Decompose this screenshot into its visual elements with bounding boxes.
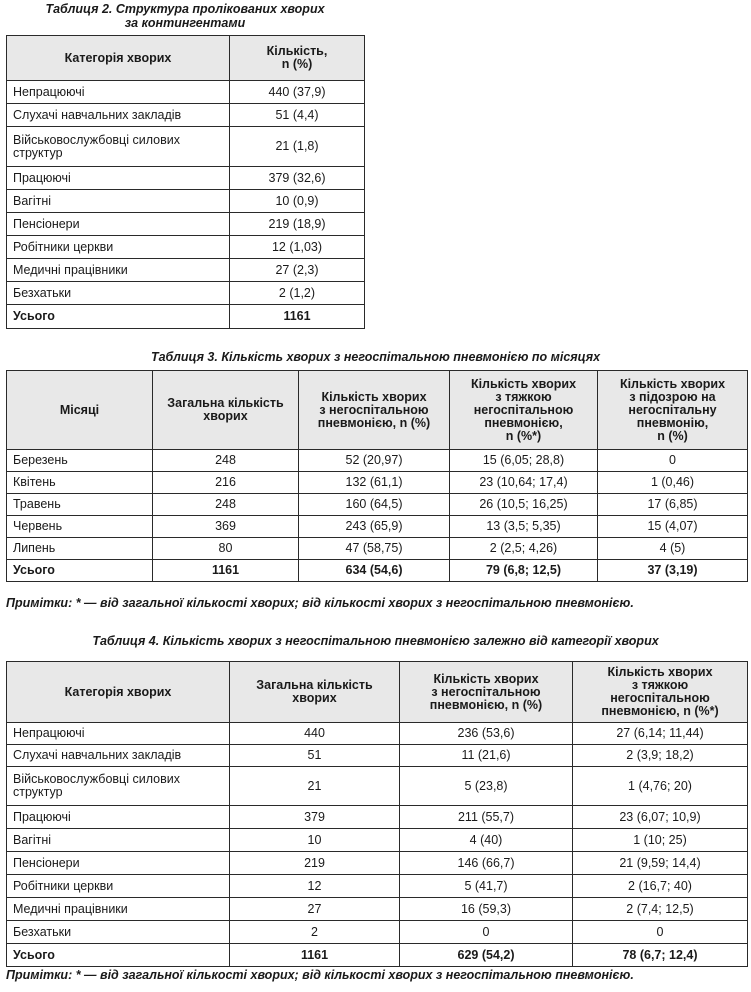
table4-header-cell: Категорія хворих (7, 662, 230, 723)
table2 (6, 35, 365, 329)
row-value: 26 (10,5; 16,25) (450, 494, 598, 516)
row-label: Липень (7, 538, 153, 560)
row-label: Робітники церкви (7, 236, 230, 259)
table-row (7, 723, 748, 745)
table-row (7, 259, 365, 282)
row-label: Військовослужбовці силових структур (7, 767, 230, 806)
row-value: 21 (9,59; 14,4) (573, 852, 748, 875)
row-label: Робітники церкви (7, 875, 230, 898)
total-value: 634 (54,6) (299, 560, 450, 582)
table-row (7, 852, 748, 875)
row-value: 160 (64,5) (299, 494, 450, 516)
row-value: 15 (4,07) (598, 516, 748, 538)
total-row (7, 305, 365, 329)
row-value: 51 (4,4) (230, 104, 365, 127)
row-value: 13 (3,5; 5,35) (450, 516, 598, 538)
row-value: 27 (6,14; 11,44) (573, 723, 748, 745)
row-value: 211 (55,7) (400, 806, 573, 829)
table2-header-row (7, 36, 365, 81)
row-value: 16 (59,3) (400, 898, 573, 921)
total-value: 37 (3,19) (598, 560, 748, 582)
total-value: 629 (54,2) (400, 944, 573, 967)
row-value: 369 (153, 516, 299, 538)
row-label: Медичні працівники (7, 898, 230, 921)
table3-caption: Таблиця 3. Кількість хворих з негоспітальною пневмонією по місяцях (150, 350, 601, 364)
table2-caption-line1: Таблиця 2. Структура пролікованих хворих (45, 2, 325, 16)
table-row (7, 516, 748, 538)
table-row (7, 236, 365, 259)
table2-body (7, 81, 365, 329)
table2-caption-line2: за контингентами (124, 16, 246, 30)
table3-header-cell: Кількість хворих з тяжкою негоспітальною пневмонією, n (%*) (450, 371, 598, 450)
total-label: Усього (7, 305, 230, 329)
row-value: 0 (573, 921, 748, 944)
total-label: Усього (7, 560, 153, 582)
row-value: 248 (153, 494, 299, 516)
row-value: 379 (32,6) (230, 167, 365, 190)
row-value: 4 (40) (400, 829, 573, 852)
row-label: Березень (7, 450, 153, 472)
row-value: 23 (10,64; 17,4) (450, 472, 598, 494)
table4-caption: Таблиця 4. Кількість хворих з негоспітальною пневмонією залежно від категорії хворих (92, 634, 659, 648)
row-label: Медичні працівники (7, 259, 230, 282)
row-value: 10 (0,9) (230, 190, 365, 213)
table-row (7, 875, 748, 898)
table4-header-cell: Загальна кількість хворих (230, 662, 400, 723)
row-value: 1 (4,76; 20) (573, 767, 748, 806)
table3-header-cell: Кількість хворих з підозрою на негоспітальну пневмонію, n (%) (598, 371, 748, 450)
row-value: 440 (230, 723, 400, 745)
row-value: 5 (41,7) (400, 875, 573, 898)
total-value: 1161 (230, 305, 365, 329)
table-row (7, 538, 748, 560)
table-row (7, 81, 365, 104)
row-value: 132 (61,1) (299, 472, 450, 494)
row-value: 21 (1,8) (230, 127, 365, 167)
table4-header-cell: Кількість хворих з негоспітальною пневмонією, n (%) (400, 662, 573, 723)
total-value: 1161 (153, 560, 299, 582)
table-row (7, 282, 365, 305)
row-value: 248 (153, 450, 299, 472)
row-value: 236 (53,6) (400, 723, 573, 745)
total-row (7, 944, 748, 967)
total-value: 78 (6,7; 12,4) (573, 944, 748, 967)
row-value: 15 (6,05; 28,8) (450, 450, 598, 472)
row-value: 1 (10; 25) (573, 829, 748, 852)
table4-header-cell: Кількість хворих з тяжкою негоспітальною пневмонією, n (%*) (573, 662, 748, 723)
row-value: 2 (230, 921, 400, 944)
row-label: Вагітні (7, 829, 230, 852)
row-label: Безхатьки (7, 921, 230, 944)
row-value: 10 (230, 829, 400, 852)
row-label: Травень (7, 494, 153, 516)
table-row (7, 472, 748, 494)
table2-caption (0, 2, 370, 30)
row-value: 379 (230, 806, 400, 829)
table3-body (7, 450, 748, 582)
table-row (7, 829, 748, 852)
row-value: 4 (5) (598, 538, 748, 560)
row-value: 51 (230, 745, 400, 767)
total-row (7, 560, 748, 582)
row-label: Квітень (7, 472, 153, 494)
table3-header-cell: Місяці (7, 371, 153, 450)
row-value: 1 (0,46) (598, 472, 748, 494)
table-row (7, 494, 748, 516)
row-value: 52 (20,97) (299, 450, 450, 472)
table-row (7, 898, 748, 921)
total-value: 79 (6,8; 12,5) (450, 560, 598, 582)
table4-body (7, 723, 748, 967)
row-value: 2 (2,5; 4,26) (450, 538, 598, 560)
table3-header-cell: Кількість хворих з негоспітальною пневмонією, n (%) (299, 371, 450, 450)
row-value: 27 (2,3) (230, 259, 365, 282)
row-label: Вагітні (7, 190, 230, 213)
table-row (7, 190, 365, 213)
table3 (6, 370, 748, 582)
table-row (7, 921, 748, 944)
row-label: Безхатьки (7, 282, 230, 305)
row-label: Слухачі навчальних закладів (7, 745, 230, 767)
row-value: 21 (230, 767, 400, 806)
row-value: 2 (16,7; 40) (573, 875, 748, 898)
table3-header-row (7, 371, 748, 450)
row-value: 0 (400, 921, 573, 944)
row-value: 146 (66,7) (400, 852, 573, 875)
row-label: Непрацюючі (7, 723, 230, 745)
row-value: 23 (6,07; 10,9) (573, 806, 748, 829)
row-value: 243 (65,9) (299, 516, 450, 538)
table-row (7, 806, 748, 829)
total-value: 1161 (230, 944, 400, 967)
row-label: Непрацюючі (7, 81, 230, 104)
table4-note: Примітки: * — від загальної кількості хворих; від кількості хворих з негоспітальною пневмонією. (6, 968, 634, 982)
row-value: 219 (18,9) (230, 213, 365, 236)
table2-header-cell: Категорія хворих (7, 36, 230, 81)
row-label: Працюючі (7, 167, 230, 190)
row-value: 11 (21,6) (400, 745, 573, 767)
table2-header-cell: Кількість, n (%) (230, 36, 365, 81)
row-value: 47 (58,75) (299, 538, 450, 560)
total-label: Усього (7, 944, 230, 967)
row-value: 27 (230, 898, 400, 921)
row-label: Червень (7, 516, 153, 538)
row-label: Військовослужбовці силових структур (7, 127, 230, 167)
row-value: 2 (7,4; 12,5) (573, 898, 748, 921)
table-row (7, 767, 748, 806)
row-value: 17 (6,85) (598, 494, 748, 516)
table-row (7, 450, 748, 472)
row-value: 12 (230, 875, 400, 898)
table3-note: Примітки: * — від загальної кількості хворих; від кількості хворих з негоспітальною пневмонією. (6, 596, 634, 610)
table3-header-cell: Загальна кількість хворих (153, 371, 299, 450)
row-label: Слухачі навчальних закладів (7, 104, 230, 127)
row-label: Пенсіонери (7, 213, 230, 236)
row-value: 0 (598, 450, 748, 472)
row-value: 12 (1,03) (230, 236, 365, 259)
table-row (7, 213, 365, 236)
table4 (6, 661, 748, 967)
row-value: 440 (37,9) (230, 81, 365, 104)
table-row (7, 104, 365, 127)
table-row (7, 745, 748, 767)
table4-header-row (7, 662, 748, 723)
row-label: Пенсіонери (7, 852, 230, 875)
table-row (7, 167, 365, 190)
table-row (7, 127, 365, 167)
row-value: 2 (3,9; 18,2) (573, 745, 748, 767)
row-value: 2 (1,2) (230, 282, 365, 305)
row-value: 216 (153, 472, 299, 494)
row-value: 80 (153, 538, 299, 560)
row-value: 219 (230, 852, 400, 875)
row-label: Працюючі (7, 806, 230, 829)
row-value: 5 (23,8) (400, 767, 573, 806)
